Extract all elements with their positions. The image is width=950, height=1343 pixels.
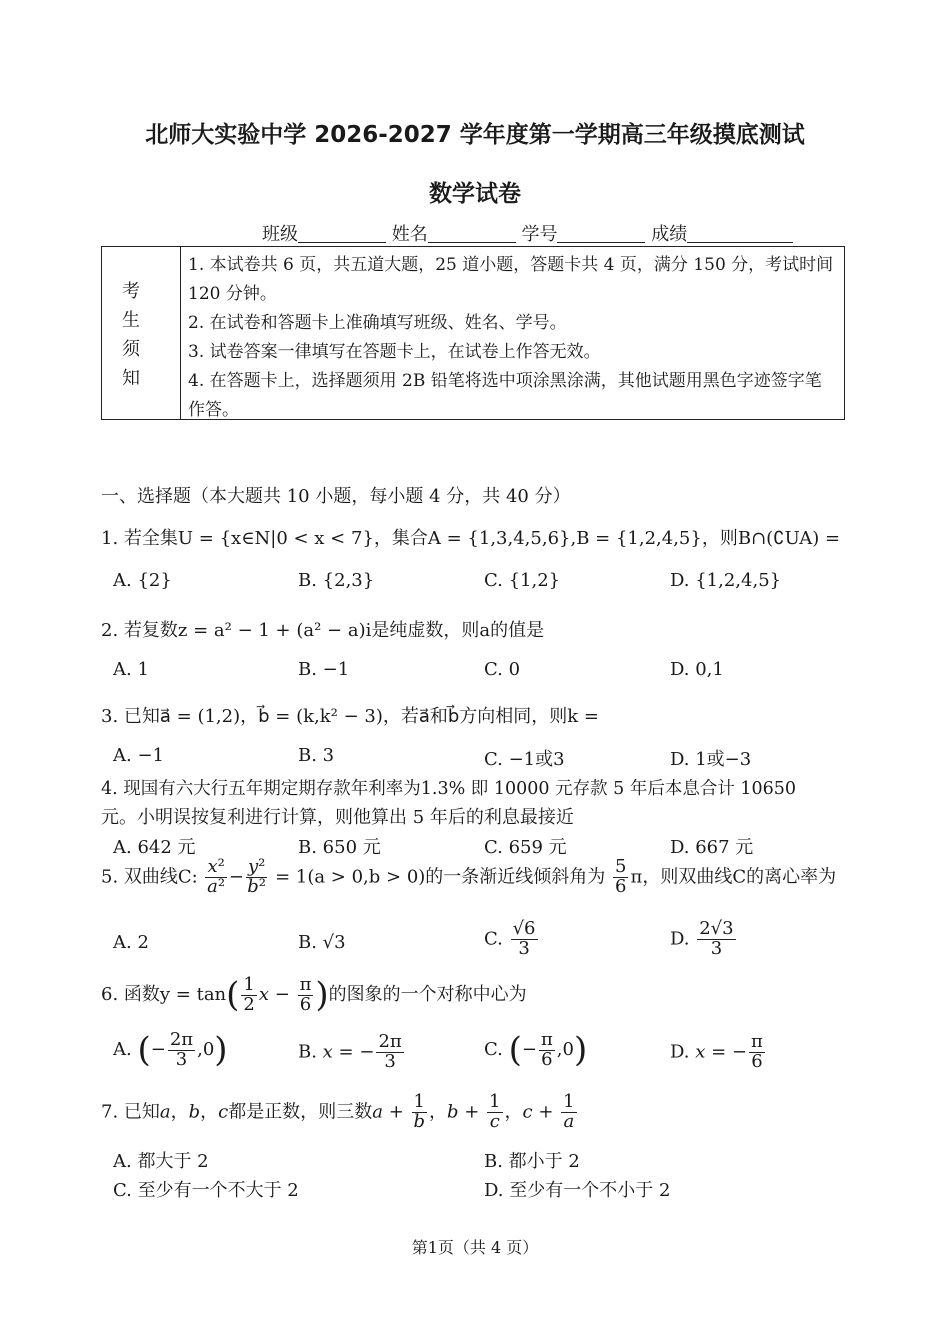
instruction-item: 2. 在试卷和答题卡上准确填写班级、姓名、学号。 xyxy=(188,313,567,333)
id-blank xyxy=(557,224,645,243)
question-1: 1. 若全集U = {x∈N|0 < x < 7}，集合A = {1,3,4,5,6},B = {1,2,4,5}，则B∩(∁UA) = xyxy=(101,528,841,549)
id-label: 学号 xyxy=(521,224,558,245)
score-blank xyxy=(687,224,793,243)
question-3: 3. 已知a⃗ = (1,2)，b⃗ = (k,k² − 3)，若a⃗和b⃗方向相同，则k = xyxy=(101,706,600,727)
instructions-box xyxy=(101,246,845,420)
q6-option-d: D. x = − $\frac{\pi}{6}$ xyxy=(670,1031,763,1072)
instruction-item: 1. 本试卷共 6 页，共五道大题，25 道小题，答题卡共 4 页，满分 150 分，考试时间 120 分钟。 xyxy=(188,255,834,304)
q2-option-a: A. 1 xyxy=(113,659,149,680)
q3-option-b: B. 3 xyxy=(298,745,335,766)
q5-option-d: D. $\frac{2√3}{3}$ xyxy=(670,918,734,959)
instruction-item: 4. 在答题卡上，选择题须用 2B 铅笔将选中项涂黑涂满，其他试题用黑色字迹签字笔作答。 xyxy=(188,371,822,420)
exam-subtitle: 数学试卷 xyxy=(429,181,521,207)
q6-option-b: B. x = − $\frac{2\pi}{3}$ xyxy=(298,1031,402,1072)
q1-option-c: C. {1,2} xyxy=(484,570,561,591)
q4-option-b: B. 650 元 xyxy=(298,837,381,858)
class-label: 班级 xyxy=(262,224,298,245)
q6-option-c: C. (− $\frac{\pi}{6}$ ,0) xyxy=(484,1028,588,1070)
instructions-side-label: 考 生 须 知 xyxy=(102,247,181,419)
page-footer: 第1页（共 4 页） xyxy=(411,1238,539,1257)
q3-option-a: A. −1 xyxy=(113,745,164,766)
q4-option-c: C. 659 元 xyxy=(484,837,567,858)
question-5: 5. 双曲线C: $\frac{\text{x²}}{\text{a²}}$ − $\frac{\text{y²}}{\text{b²}}$ = 1(a > 0,b > 0)的一条渐近线倾斜角为 $\frac{5}{6}$ π，则双曲线C的离心率为 xyxy=(101,856,837,897)
instructions-list xyxy=(188,251,838,425)
q4-option-d: D. 667 元 xyxy=(670,837,754,858)
q1-option-b: B. {2,3} xyxy=(298,570,375,591)
q5-option-a: A. 2 xyxy=(113,932,149,953)
q2-option-d: D. 0,1 xyxy=(670,659,724,680)
q7-option-a: A. 都大于 2 xyxy=(113,1151,209,1172)
q7-option-b: B. 都小于 2 xyxy=(484,1151,580,1172)
question-4-line2: 元。小明误按复利进行计算，则他算出 5 年后的利息最接近 xyxy=(101,807,574,828)
q2-option-c: C. 0 xyxy=(484,659,521,680)
q1-option-a: A. {2} xyxy=(113,570,172,591)
section-heading: 一、选择题（本大题共 10 小题，每小题 4 分，共 40 分） xyxy=(101,486,571,507)
q5-option-c: C. $\frac{√6}{3}$ xyxy=(484,918,536,959)
question-6: 6. 函数y = tan( $\frac{1}{2}$ x − $\frac{\pi}{6}$ )的图象的一个对称中心为 xyxy=(101,973,527,1015)
q3-option-d: D. 1或−3 xyxy=(670,749,752,770)
name-label: 姓名 xyxy=(391,224,428,245)
q7-option-c: C. 至少有一个不大于 2 xyxy=(113,1180,299,1201)
instruction-item: 3. 试卷答案一律填写在答题卡上，在试卷上作答无效。 xyxy=(188,342,601,362)
q2-option-b: B. −1 xyxy=(298,659,350,680)
student-info-line xyxy=(262,220,793,246)
q1-option-d: D. {1,2,4,5} xyxy=(670,570,782,591)
class-blank xyxy=(298,224,386,243)
question-4-line1: 4. 现国有六大行五年期定期存款年利率为1.3% 即 10000 元存款 5 年后本息合计 10650 xyxy=(101,779,797,799)
q7-option-d: D. 至少有一个不小于 2 xyxy=(484,1180,671,1201)
q3-option-c: C. −1或3 xyxy=(484,749,565,770)
question-2: 2. 若复数z = a² − 1 + (a² − a)i是纯虚数，则a的值是 xyxy=(101,620,545,641)
score-label: 成绩 xyxy=(651,224,688,245)
q5-option-b: B. √3 xyxy=(298,932,346,953)
exam-title: 北师大实验中学 2026-2027 学年度第一学期高三年级摸底测试 xyxy=(145,122,805,148)
q4-option-a: A. 642 元 xyxy=(113,837,196,858)
q6-option-a: A. (− $\frac{2\pi}{3}$ ,0) xyxy=(113,1028,228,1070)
name-blank xyxy=(428,224,516,243)
question-7: 7. 已知a，b，c都是正数，则三数a + $\frac{1}{b}$ ，b + $\frac{1}{c}$ ，c + $\frac{1}{a}$ xyxy=(101,1091,575,1132)
